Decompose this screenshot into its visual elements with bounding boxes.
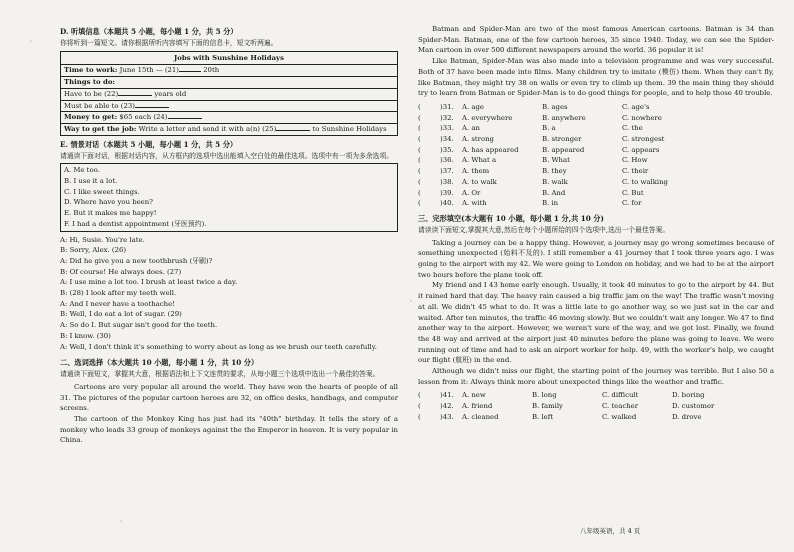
choice-option[interactable]: C. difficult xyxy=(602,391,639,400)
choice-option[interactable]: B. family xyxy=(532,402,563,411)
choice-option[interactable]: B. What xyxy=(542,156,570,165)
choice-row: ( )39. A. Or B. And C. But xyxy=(418,188,774,199)
option-item: B. I use it a lot. xyxy=(64,177,118,185)
info-row: Money to get: $65 each (24) xyxy=(61,112,397,124)
choice-row: ( )35. A. has appeared B. appeared C. appears xyxy=(418,145,774,156)
choice-option[interactable]: A. everywhere xyxy=(462,113,513,122)
passage-paragraph: Batman and Spider-Man are two of the most famous American cartoons. Batman is 34 than Spider-Man. Batman, one of the few cartoon heroes, 35 since 1940. Today, we can see the Spider-Man cartoon in over 500 different newspapers around the world. 36 popular it is! xyxy=(418,25,774,55)
info-card xyxy=(60,51,398,136)
passage-paragraph: Taking a journey can be a happy thing. However, a journey may go wrong sometimes because of something unexpected (始料不及的). I still remember a 41 journey that I took three years ago. I was going to the airport with my 42. We were going to London on holiday, and we had to be at the airport two hours before the plane took off. xyxy=(418,238,774,279)
choice-option[interactable]: A. age xyxy=(462,102,484,111)
choice-row: ( )40. A. with B. in C. for xyxy=(418,198,774,209)
choice-row: ( )38. A. to walk B. walk C. to walking xyxy=(418,177,774,188)
info-row: Must be able to (23) xyxy=(61,101,397,113)
answer-blank-21[interactable] xyxy=(179,71,201,72)
dialogue-line: A: Well, I don't think it's something to worry about as long as we brush our teeth carefully. xyxy=(60,342,377,351)
choices-31-40 xyxy=(418,102,774,209)
dialogue-line: A: So do I. But sugar isn't good for the teeth. xyxy=(60,321,218,330)
option-item: D. Where have you been? xyxy=(64,198,153,207)
choice-option[interactable]: A. Or xyxy=(462,188,481,197)
choice-option[interactable]: C. to walking xyxy=(622,177,668,186)
dialogue xyxy=(60,235,398,353)
section-3-title: 三、完形填空(本大题有 10 小题，每小题 1 分,共 10 分) xyxy=(418,213,604,223)
left-column xyxy=(60,24,398,446)
choice-option[interactable]: C. the xyxy=(622,124,643,133)
choice-row: ( )31. A. age B. ages C. age's xyxy=(418,102,774,113)
choice-option[interactable]: C. age's xyxy=(622,102,650,111)
choice-option[interactable]: A. with xyxy=(462,199,487,208)
right-column xyxy=(418,24,774,427)
choice-option[interactable]: C. their xyxy=(622,167,649,176)
option-item: C. I like sweet things. xyxy=(64,187,140,196)
choice-option[interactable]: C. walked xyxy=(602,412,637,421)
answer-blank-23[interactable] xyxy=(135,107,169,108)
dialogue-line: B: Well, I do eat a lot of sugar. (29) xyxy=(60,310,182,319)
option-item: F. I had a dentist appointment (牙医预约). xyxy=(64,219,207,228)
section-e-title: E. 情景对话（本题共 5 小题，每小题 1 分，共 5 分） xyxy=(60,139,238,149)
passage-paragraph: The cartoon of the Monkey King has just had its "40th" birthday. It tells the story of a monkey who leads 33 group of monkeys against the the Emperor in heaven. It is very popular in China. xyxy=(60,415,398,445)
choice-row: ( )42. A. friend B. family C. teacher D. customer xyxy=(418,401,774,412)
choice-option[interactable]: A. has appeared xyxy=(462,145,519,154)
dialogue-line: B: (28) I look after my teeth well. xyxy=(60,289,177,298)
option-item: E. But it makes me happy! xyxy=(64,209,157,218)
dialogue-line: B: Of course! He always does. (27) xyxy=(60,267,182,276)
choice-row: ( )36. A. What a B. What C. How xyxy=(418,155,774,166)
page-footer: 八年级英语，共 4 页 xyxy=(580,527,641,535)
section-3-intro: 请读读下面短文,掌握其大意,然后在每个小题所给的四个选项中,选出一个最佳答案。 xyxy=(418,226,670,235)
choice-row: ( )41. A. new B. long C. difficult D. boring xyxy=(418,390,774,401)
choice-option[interactable]: B. walk xyxy=(542,177,568,186)
choice-option[interactable]: A. an xyxy=(462,124,480,133)
scan-speck xyxy=(120,520,122,522)
section-2-intro: 请通读下面短文，掌握其大意，根据语法和上下文连贯的要求，从每小题三个选项中选出一个最佳的答案。 xyxy=(60,370,380,379)
choice-option[interactable]: C. nowhere xyxy=(622,113,662,122)
info-card-title: Jobs with Sunshine Holidays xyxy=(61,52,397,66)
choice-option[interactable]: A. strong xyxy=(462,135,494,144)
section-e-intro: 请通读下面对话，根据对话内容，从方框内的选项中选出能填入空白处的最佳选项。选项中有一项为多余选项。 xyxy=(60,151,394,160)
choice-row: ( )34. A. strong B. stronger C. strongest xyxy=(418,134,774,145)
info-row: Have to be (22) years old xyxy=(61,89,397,101)
choice-row: ( )32. A. everywhere B. anywhere C. nowhere xyxy=(418,113,774,124)
choice-option[interactable]: B. ages xyxy=(542,102,568,111)
choice-option[interactable]: B. long xyxy=(532,391,557,400)
passage-paragraph: Like Batman, Spider-Man was also made into a television programme and was very successful. Both of 37 have been made into films. Many children try to imitate (模仿) them. When they can't fly, like Batman, they might try 38 on walls or even try to climb up them. 39 the main thing they should try to learn from Batman or Spider-Man is to do good things for people, and to help those 40 trouble. xyxy=(418,57,774,98)
choice-option[interactable]: B. they xyxy=(542,167,567,176)
choice-option[interactable]: C. How xyxy=(622,156,648,165)
choice-option[interactable]: C. But xyxy=(622,188,644,197)
dialogue-line: A: Hi, Susie. You're late. xyxy=(60,235,145,244)
choices-41-43 xyxy=(418,390,774,422)
choice-option[interactable]: B. a xyxy=(542,124,556,133)
section-d-title: D. 听填信息（本题共 5 小题，每小题 1 分，共 5 分） xyxy=(60,27,238,36)
scan-speck xyxy=(410,300,412,302)
passage-paragraph: My friend and I 43 home early enough. Usually, it took 40 minutes to go to the airport by 44. But it rained hard that day. The heavy rain caused a big traffic jam on the way! The traffic wasn't moving at all. We didn't 45 what to do. It was a little late to go another way, so we just sat in the car and waited. After ten minutes, the traffic 46 moving slowly. But we couldn't wait any longer. We 47 to find another way to the airport. However, we weren't sure of the way, and we got lost. Finally, we found the 48 way and arrived at the airport just 40 minutes before the plane was going to leave. We were running out of time and had to ask an airport worker for help. 49, with the worker's help, we caught our flight (航班) in the end. xyxy=(418,281,774,365)
choice-option[interactable]: B. stronger xyxy=(542,135,582,144)
choice-option[interactable]: D. boring xyxy=(672,391,705,400)
choice-row: ( )37. A. them B. they C. their xyxy=(418,166,774,177)
choice-option[interactable]: C. teacher xyxy=(602,402,639,411)
choice-option[interactable]: D. customer xyxy=(672,402,715,411)
scan-speck xyxy=(760,80,763,82)
choice-option[interactable]: D. drove xyxy=(672,412,702,421)
choice-option[interactable]: A. them xyxy=(462,167,490,176)
dialogue-line: B: I know. (30) xyxy=(60,331,111,340)
passage-paragraph: Although we didn't miss our flight, the starting point of the journey was terrible. But I also 50 a lesson from it: Always think more about unexpected things like the weather and traffic. xyxy=(418,367,774,386)
info-row: Time to work: June 15th — (21) 20th xyxy=(61,65,397,77)
dialogue-line: A: And I never have a toothache! xyxy=(60,299,175,308)
dialogue-line: A: Did he give you a new toothbrush (牙刷)? xyxy=(60,256,213,265)
dialogue-line: A: I use mine a lot too. I brush at least twice a day. xyxy=(60,278,238,287)
option-item: A. Me too. xyxy=(64,166,100,175)
info-row: Way to get the job: Write a letter and send it with a(n) (25) to Sunshine Holidays xyxy=(64,124,387,133)
passage-paragraph: Cartoons are very popular all around the world. They have won the hearts of people of all 31. The pictures of the popular cartoon heroes are 32, on office desks, handbags, and computer screens. xyxy=(60,382,398,413)
section-d-intro: 你将听到一篇短文。请你根据所听内容填写下面的信息卡，短文听两遍。 xyxy=(60,39,278,48)
dialogue-line: B: Sorry, Alex. (26) xyxy=(60,246,127,255)
options-box xyxy=(60,163,398,231)
choice-row: ( )33. A. an B. a C. the xyxy=(418,123,774,134)
choice-option[interactable]: B. appeared xyxy=(542,145,585,154)
choice-option[interactable]: A. new xyxy=(462,391,486,400)
choice-option[interactable]: A. What a xyxy=(462,156,497,165)
choice-option[interactable]: B. And xyxy=(542,188,566,197)
answer-blank-24[interactable] xyxy=(168,118,202,119)
choice-option[interactable]: B. anywhere xyxy=(542,113,586,122)
choice-row: ( )43. A. cleaned B. left C. walked D. drove xyxy=(418,412,774,423)
choice-option[interactable]: C. appears xyxy=(622,145,660,154)
scan-speck xyxy=(30,40,32,42)
info-row: Things to do: xyxy=(61,77,397,89)
choice-option[interactable]: B. in xyxy=(542,199,559,208)
choice-option[interactable]: C. for xyxy=(622,199,642,208)
choice-option[interactable]: C. strongest xyxy=(622,135,665,144)
answer-blank-25[interactable] xyxy=(276,130,310,131)
choice-option[interactable]: A. to walk xyxy=(462,177,497,186)
choice-option[interactable]: A. cleaned xyxy=(462,412,499,421)
choice-option[interactable]: A. friend xyxy=(462,402,493,411)
section-2-title: 二、选词选择（本大题共 10 小题，每小题 1 分，共 10 分） xyxy=(60,358,259,368)
choice-option[interactable]: B. left xyxy=(532,412,554,421)
answer-blank-22[interactable] xyxy=(118,95,152,96)
